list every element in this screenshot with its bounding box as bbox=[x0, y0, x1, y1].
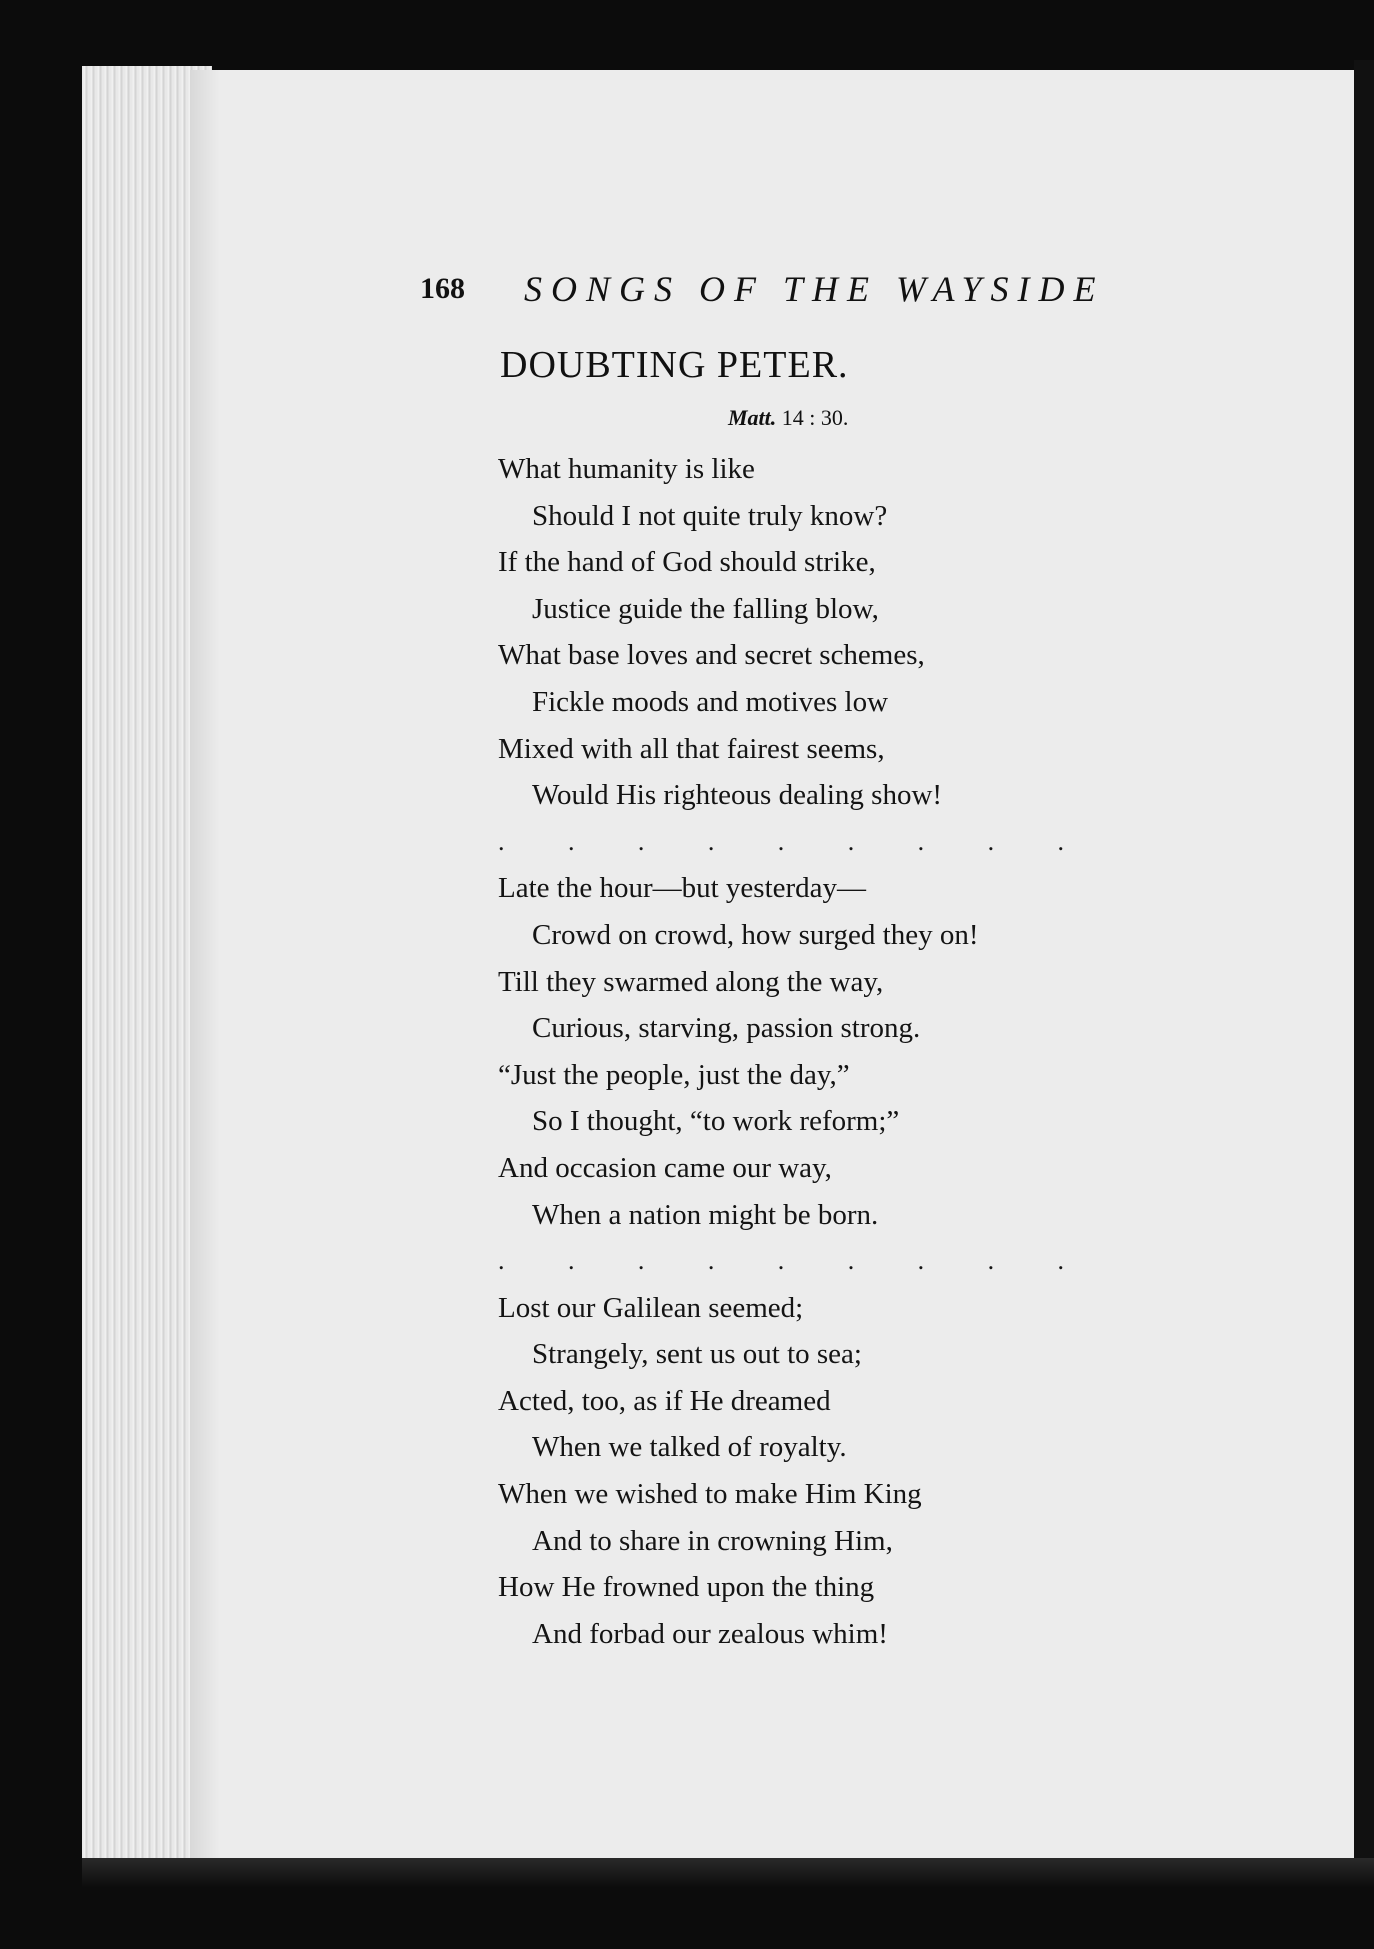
separator-dot: . bbox=[498, 826, 505, 856]
poem-line: Lost our Galilean seemed; bbox=[498, 1291, 804, 1324]
separator-dot: . bbox=[567, 1246, 575, 1276]
poem-line: And occasion came our way, bbox=[498, 1151, 832, 1184]
poem-line: And forbad our zealous whim! bbox=[532, 1617, 888, 1650]
separator-dot: . bbox=[707, 1246, 715, 1276]
poem-line: When we talked of royalty. bbox=[532, 1431, 847, 1464]
poem-line: Should I not quite truly know? bbox=[532, 499, 888, 532]
poem-line: “Just the people, just the day,” bbox=[498, 1058, 850, 1091]
scan-bottom-shadow bbox=[82, 1858, 1374, 1888]
separator-dot: . bbox=[707, 826, 715, 856]
scripture-reference bbox=[728, 405, 1028, 431]
separator-dot: . bbox=[1057, 1246, 1064, 1276]
poem-body bbox=[498, 446, 1258, 1657]
separator-dot: . bbox=[847, 1246, 855, 1276]
separator-dot: . bbox=[917, 826, 925, 856]
poem-line: How He frowned upon the thing bbox=[498, 1571, 875, 1604]
stanza bbox=[498, 446, 1258, 819]
book-title: SONGS OF THE WAYSIDE bbox=[524, 269, 1105, 309]
poem-line: Crowd on crowd, how surged they on! bbox=[532, 918, 979, 951]
poem-line: Justice guide the falling blow, bbox=[532, 592, 879, 625]
reference-verse: 14 : 30. bbox=[781, 405, 849, 430]
separator-dot: . bbox=[637, 826, 645, 856]
poem-line: Till they swarmed along the way, bbox=[498, 965, 884, 998]
separator-dot: . bbox=[987, 826, 995, 856]
reference-book: Matt. bbox=[728, 405, 777, 430]
poem-line: Would His righteous dealing show! bbox=[532, 779, 943, 812]
separator-dot: . bbox=[567, 826, 575, 856]
poem-line: When a nation might be born. bbox=[532, 1198, 879, 1231]
poem-line: What base loves and secret schemes, bbox=[498, 639, 925, 672]
stanza-separator bbox=[498, 819, 1064, 866]
stanza bbox=[498, 1285, 1258, 1658]
poem-line: Curious, starving, passion strong. bbox=[532, 1012, 921, 1045]
poem-line: What humanity is like bbox=[498, 453, 755, 485]
separator-dot: . bbox=[637, 1246, 645, 1276]
poem-line: Acted, too, as if He dreamed bbox=[498, 1384, 831, 1417]
poem-line: If the hand of God should strike, bbox=[498, 546, 876, 579]
separator-dot: . bbox=[1057, 826, 1064, 856]
separator-dot: . bbox=[917, 1246, 925, 1276]
poem-line: And to share in crowning Him, bbox=[532, 1524, 893, 1557]
poem-line: Fickle moods and motives low bbox=[532, 685, 889, 718]
scan-border bbox=[1354, 60, 1374, 1870]
separator-dot: . bbox=[498, 1246, 505, 1276]
separator-dot: . bbox=[777, 826, 785, 856]
stanza bbox=[498, 865, 1258, 1238]
separator-dot: . bbox=[777, 1246, 785, 1276]
separator-dot: . bbox=[847, 826, 855, 856]
separator-dot: . bbox=[987, 1246, 995, 1276]
page-number: 168 bbox=[420, 272, 465, 305]
poem-line: Strangely, sent us out to sea; bbox=[532, 1338, 862, 1371]
poem-line: So I thought, “to work reform;” bbox=[532, 1105, 900, 1138]
stanza-separator bbox=[498, 1238, 1064, 1285]
page-gutter bbox=[190, 70, 220, 1860]
poem-line: Late the hour—but yesterday— bbox=[498, 872, 867, 905]
poem-title: DOUBTING PETER. bbox=[500, 344, 849, 386]
poem-line: When we wished to make Him King bbox=[498, 1478, 922, 1511]
running-head bbox=[420, 268, 1140, 312]
poem-line: Mixed with all that fairest seems, bbox=[498, 732, 885, 765]
